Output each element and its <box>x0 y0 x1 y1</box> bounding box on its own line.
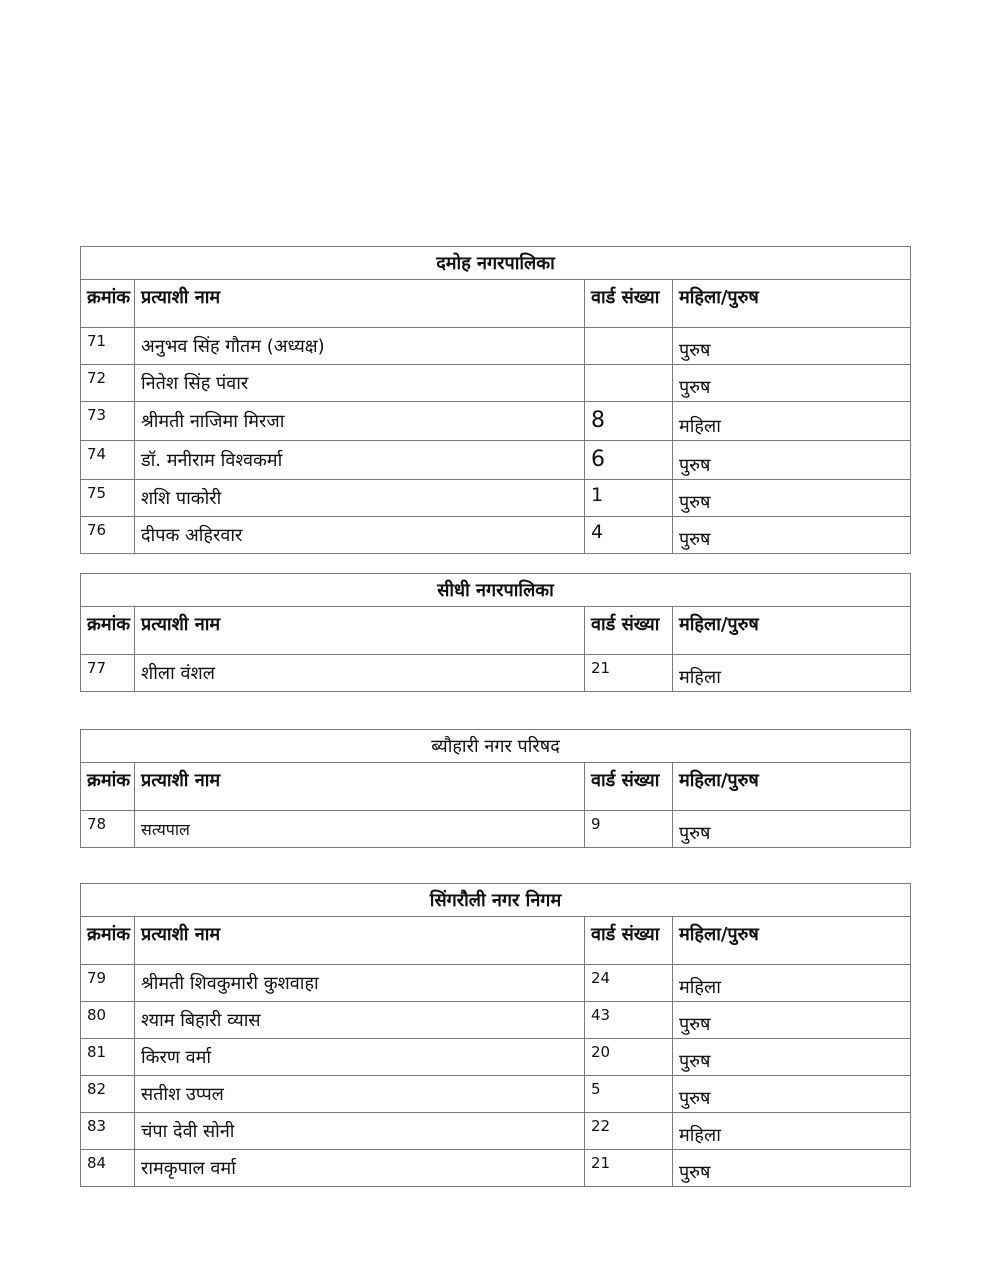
table-row <box>81 811 911 848</box>
ward-cell: 43 <box>585 1002 673 1039</box>
column-header-ward-number: वार्ड संख्या <box>585 917 673 965</box>
ward-cell: 6 <box>585 441 673 480</box>
column-header-gender: महिला/पुरुष <box>673 280 911 328</box>
candidate-name-cell: दीपक अहिरवार <box>135 517 585 554</box>
serial-cell: 71 <box>81 328 135 365</box>
column-header-candidate-name: प्रत्याशी नाम <box>135 280 585 328</box>
table-title: सिंगरौली नगर निगम <box>81 884 911 917</box>
gender-cell: पुरुष <box>673 328 911 365</box>
column-header-ward-number: वार्ड संख्या <box>585 280 673 328</box>
gender-cell: पुरुष <box>673 365 911 402</box>
table-row <box>81 517 911 554</box>
ward-cell: 1 <box>585 480 673 517</box>
serial-cell: 77 <box>81 655 135 692</box>
serial-cell: 76 <box>81 517 135 554</box>
table-damoh-nagarpalika <box>80 246 911 554</box>
ward-cell: 4 <box>585 517 673 554</box>
candidate-name-cell: सतीश उप्पल <box>135 1076 585 1113</box>
gender-cell: पुरुष <box>673 1002 911 1039</box>
ward-cell <box>585 365 673 402</box>
column-header-ward-number: वार्ड संख्या <box>585 607 673 655</box>
candidate-name-cell: नितेश सिंह पंवार <box>135 365 585 402</box>
serial-cell: 78 <box>81 811 135 848</box>
candidate-name-cell: श्रीमती शिवकुमारी कुशवाहा <box>135 965 585 1002</box>
column-header-ward-number: वार्ड संख्या <box>585 763 673 811</box>
table-singrauli-nagar-nigam <box>80 883 911 1187</box>
serial-cell: 74 <box>81 441 135 480</box>
gender-cell: पुरुष <box>673 1039 911 1076</box>
serial-cell: 73 <box>81 402 135 441</box>
gender-cell: पुरुष <box>673 811 911 848</box>
column-header-gender: महिला/पुरुष <box>673 917 911 965</box>
serial-cell: 80 <box>81 1002 135 1039</box>
column-header-candidate-name: प्रत्याशी नाम <box>135 607 585 655</box>
column-header-serial: क्रमांक <box>81 763 135 811</box>
gender-cell: पुरुष <box>673 441 911 480</box>
ward-cell: 8 <box>585 402 673 441</box>
table-row <box>81 1076 911 1113</box>
candidate-name-cell: शीला वंशल <box>135 655 585 692</box>
column-header-serial: क्रमांक <box>81 917 135 965</box>
gender-cell: पुरुष <box>673 1076 911 1113</box>
candidate-name-cell: श्रीमती नाजिमा मिरजा <box>135 402 585 441</box>
serial-cell: 83 <box>81 1113 135 1150</box>
candidate-name-cell: श्याम बिहारी व्यास <box>135 1002 585 1039</box>
table-title: सीधी नगरपालिका <box>81 574 911 607</box>
table-row <box>81 441 911 480</box>
table-row <box>81 965 911 1002</box>
serial-cell: 82 <box>81 1076 135 1113</box>
table-row <box>81 1002 911 1039</box>
gender-cell: पुरुष <box>673 1150 911 1187</box>
gender-cell: महिला <box>673 655 911 692</box>
table-row <box>81 365 911 402</box>
column-header-serial: क्रमांक <box>81 280 135 328</box>
candidate-name-cell: चंपा देवी सोनी <box>135 1113 585 1150</box>
table-row <box>81 328 911 365</box>
candidate-name-cell: रामकृपाल वर्मा <box>135 1150 585 1187</box>
table-title: दमोह नगरपालिका <box>81 247 911 280</box>
ward-cell: 24 <box>585 965 673 1002</box>
ward-cell: 20 <box>585 1039 673 1076</box>
column-header-gender: महिला/पुरुष <box>673 607 911 655</box>
table-row <box>81 1039 911 1076</box>
gender-cell: महिला <box>673 965 911 1002</box>
serial-cell: 75 <box>81 480 135 517</box>
column-header-candidate-name: प्रत्याशी नाम <box>135 763 585 811</box>
candidate-name-cell: सत्यपाल <box>135 811 585 848</box>
table-title: ब्यौहारी नगर परिषद <box>81 730 911 763</box>
table-sidhi-nagarpalika <box>80 573 911 692</box>
serial-cell: 79 <box>81 965 135 1002</box>
candidate-name-cell: शशि पाकोरी <box>135 480 585 517</box>
candidate-name-cell: डॉ. मनीराम विश्वकर्मा <box>135 441 585 480</box>
ward-cell <box>585 328 673 365</box>
ward-cell: 22 <box>585 1113 673 1150</box>
column-header-candidate-name: प्रत्याशी नाम <box>135 917 585 965</box>
gender-cell: महिला <box>673 1113 911 1150</box>
ward-cell: 21 <box>585 655 673 692</box>
table-row <box>81 1113 911 1150</box>
table-row <box>81 1150 911 1187</box>
table-byohari-nagar-parishad <box>80 729 911 848</box>
gender-cell: महिला <box>673 402 911 441</box>
table-row <box>81 480 911 517</box>
candidate-name-cell: अनुभव सिंह गौतम (अध्यक्ष) <box>135 328 585 365</box>
candidate-name-cell: किरण वर्मा <box>135 1039 585 1076</box>
serial-cell: 72 <box>81 365 135 402</box>
gender-cell: पुरुष <box>673 480 911 517</box>
ward-cell: 21 <box>585 1150 673 1187</box>
ward-cell: 9 <box>585 811 673 848</box>
column-header-serial: क्रमांक <box>81 607 135 655</box>
gender-cell: पुरुष <box>673 517 911 554</box>
ward-cell: 5 <box>585 1076 673 1113</box>
serial-cell: 81 <box>81 1039 135 1076</box>
table-row <box>81 402 911 441</box>
column-header-gender: महिला/पुरुष <box>673 763 911 811</box>
serial-cell: 84 <box>81 1150 135 1187</box>
table-row <box>81 655 911 692</box>
